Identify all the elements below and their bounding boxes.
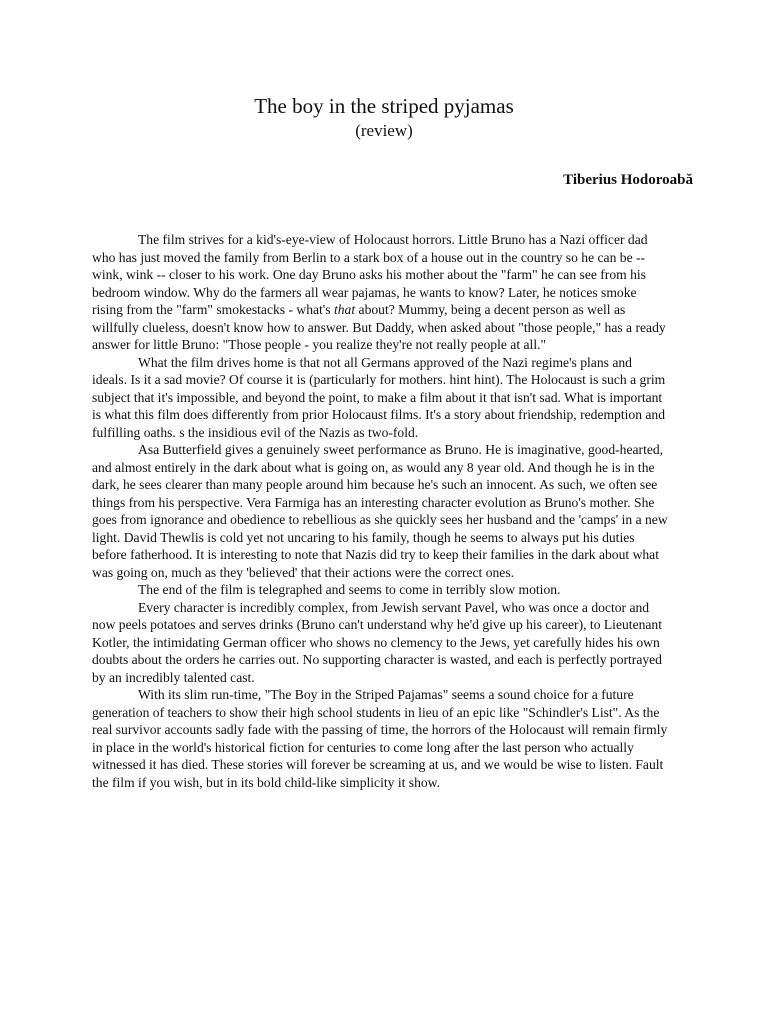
document-subtitle: (review) (355, 121, 413, 140)
paragraph-1-text: The film strives for a kid's-eye-view of Holocaust horrors. Little Bruno has a Nazi officer dad who has just moved the family from Berlin to a stark box of a house out in the country so he can be -- wink, wink -- closer to his work. One day Bruno asks his mother about the "farm" he can see from his bedroom window. Why do the farmers all wear pajamas, he wants to know? Later, he notices smoke rising from the "farm" smokestacks - what's (92, 232, 648, 317)
paragraph-1 (92, 231, 670, 354)
author-name: Tiberius Hodoroabă (563, 172, 693, 188)
paragraph-3: Asa Butterfield gives a genuinely sweet performance as Bruno. He is imaginative, good-hearted, and almost entirely in the dark about what is going on, as would any 8 year old. And though he is in the dark, he sees clearer than many people around him because he's such an innocent. As such, we often see things from his perspective. Vera Farmiga has an interesting character evolution as Bruno's mother. She goes from ignorance and obedience to rebellious as she quickly sees her husband and the 'camps' in a new light. David Thewlis is cold yet not uncaring to his family, though he seems to always put his duties before fatherhood. It is interesting to note that Nazis did try to keep their families in the dark about what was going on, much as they 'believed' that their actions were the correct ones. (92, 442, 668, 580)
paragraph-6: With its slim run-time, "The Boy in the Striped Pajamas" seems a sound choice for a future generation of teachers to show their high school students in lieu of an epic like "Schindler's List". As the real survivor accounts sadly fade with the passing of time, the horrors of the Holocaust will remain firmly in place in the world's historical fiction for centuries to come long after the last person who actually witnessed it has died. These stories will forever be screaming at us, and we would be wise to listen. Fault the film if you wish, but in its bold child-like simplicity it show. (92, 687, 668, 790)
paragraph-1-tail: about? Mummy, being a decent person as well as willfully clueless, doesn't know how to answer. But Daddy, when asked about "those people," has a ready answer for little Bruno: "Those people - you realize they're not really people at all." (92, 302, 666, 352)
paragraph-2: What the film drives home is that not all Germans approved of the Nazi regime's plans and ideals. Is it a sad movie? Of course it is (particularly for mothers. hint hint). The Holocaust is such a grim subject that it's impossible, and beyond the point, to make a film about it that isn't sad. What is important is what this film does differently from prior Holocaust films. It's a story about friendship, redemption and fulfilling oaths. s the insidious evil of the Nazis as two-fold. (92, 354, 666, 440)
paragraph-4: The end of the film is telegraphed and seems to come in terribly slow motion. (138, 582, 561, 597)
review-body (92, 231, 670, 791)
paragraph-1-emphasis: that (333, 302, 356, 317)
document-title: The boy in the striped pyjamas (254, 94, 514, 118)
paragraph-5: Every character is incredibly complex, from Jewish servant Pavel, who was once a doctor and now peels potatoes and serves drinks (Bruno can't understand why he'd give up his career), to Lieutenant Kotler, the intimidating German officer who shows no clemency to the Jews, yet carefully hides his own doubts about the orders he carries out. No supporting character is wasted, and each is perfectly portrayed by an incredibly talented cast. (92, 599, 663, 685)
